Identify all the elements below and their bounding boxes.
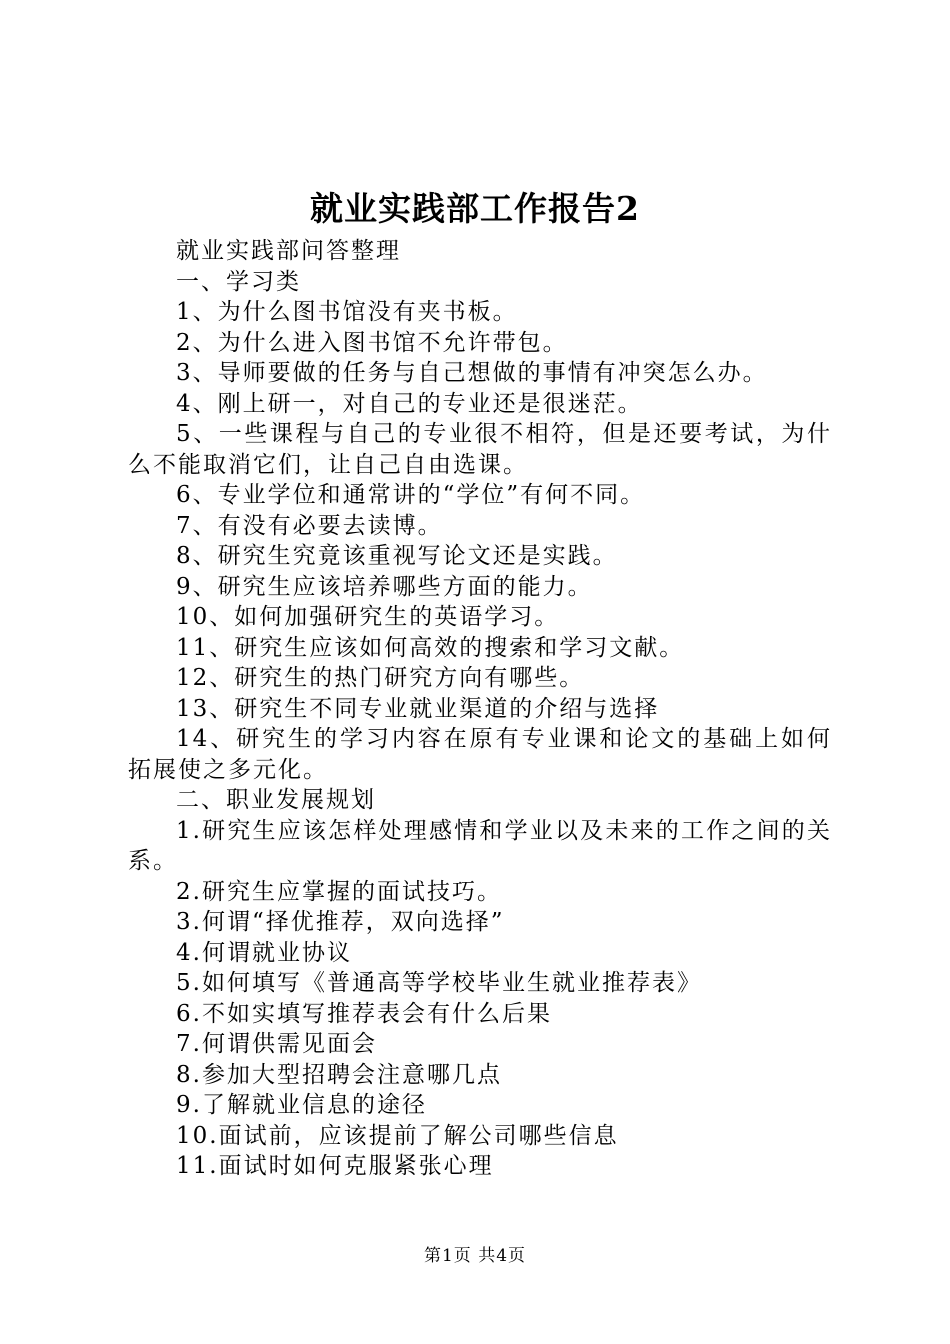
list-item: 1.研究生应该怎样处理感情和学业以及未来的工作之间的关系。 — [128, 817, 832, 874]
list-item: 10、如何加强研究生的英语学习。 — [176, 604, 560, 630]
list-item: 9.了解就业信息的途径 — [176, 1092, 427, 1118]
list-item: 5、一些课程与自己的专业很不相符，但是还要考试，为什么不能取消它们，让自己自由选课。 — [128, 421, 832, 478]
list-item: 11.面试时如何克服紧张心理 — [176, 1153, 494, 1179]
list-item: 6.不如实填写推荐表会有什么后果 — [176, 1000, 552, 1027]
list-item: 5.如何填写《普通高等学校毕业生就业推荐表》 — [176, 970, 702, 996]
list-item: 8.参加大型招聘会注意哪几点 — [176, 1061, 502, 1088]
paragraph: 就业实践部问答整理 — [176, 238, 401, 264]
document-title: 就业实践部工作报告2 — [310, 189, 640, 228]
list-item: 4.何谓就业协议 — [176, 939, 352, 966]
list-item: 4、刚上研一，对自己的专业还是很迷茫。 — [176, 390, 643, 417]
list-item: 11、研究生应该如何高效的搜索和学习文献。 — [176, 634, 685, 661]
list-item: 7、有没有必要去读博。 — [176, 512, 443, 539]
list-item: 2、为什么进入图书馆不允许带包。 — [176, 329, 568, 356]
list-item: 10.面试前，应该提前了解公司哪些信息 — [176, 1122, 619, 1149]
list-item: 8、研究生究竟该重视写论文还是实践。 — [176, 543, 618, 569]
document-body — [128, 236, 832, 1182]
list-item: 1、为什么图书馆没有夹书板。 — [176, 299, 518, 325]
list-item: 14、研究生的学习内容在原有专业课和论文的基础上如何拓展使之多元化。 — [128, 726, 832, 783]
list-item: 7.何谓供需见面会 — [176, 1031, 377, 1057]
list-item: 9、研究生应该培养哪些方面的能力。 — [176, 573, 593, 600]
section-heading: 一、学习类 — [176, 268, 301, 295]
list-item: 3.何谓“择优推荐，双向选择” — [176, 909, 505, 935]
list-item: 3、导师要做的任务与自己想做的事情有冲突怎么办。 — [176, 360, 768, 386]
page-footer: 第1页 共4页 — [423, 1246, 527, 1266]
list-item: 13、研究生不同专业就业渠道的介绍与选择 — [176, 695, 660, 722]
list-item: 12、研究生的热门研究方向有哪些。 — [176, 665, 585, 691]
list-item: 2.研究生应掌握的面试技巧。 — [176, 878, 502, 905]
list-item: 6、专业学位和通常讲的“学位”有何不同。 — [176, 482, 646, 508]
section-heading: 二、职业发展规划 — [176, 787, 376, 813]
